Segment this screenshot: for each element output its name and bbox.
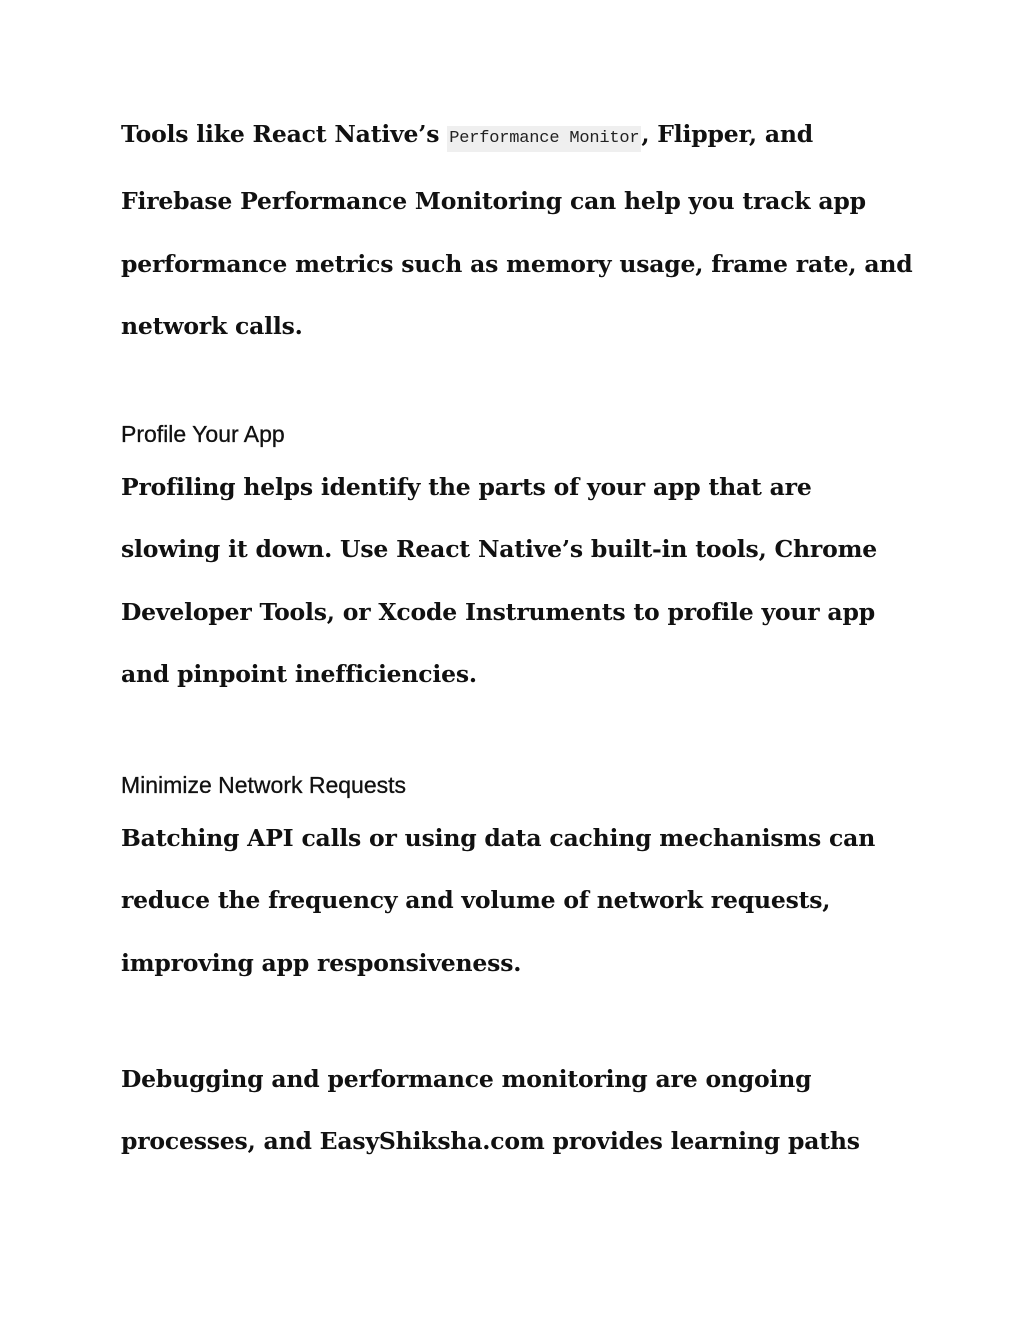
- paragraph-batching: [121, 807, 921, 994]
- paragraph-line: slowing it down. Use React Native’s built-in tools, Chrome: [121, 535, 877, 564]
- paragraph-line: reduce the frequency and volume of network requests,: [121, 886, 831, 915]
- paragraph-profiling: [121, 456, 921, 706]
- text-segment: Tools like React Native’s: [121, 120, 448, 148]
- text-segment: , Flipper, and: [641, 120, 814, 148]
- paragraph-line: performance metrics such as memory usage, frame rate, and: [121, 249, 913, 278]
- paragraph-line: network calls.: [121, 312, 303, 341]
- paragraph-line: improving app responsiveness.: [121, 948, 522, 977]
- paragraph-line: processes, and EasyShiksha.com provides learning paths: [121, 1127, 860, 1156]
- paragraph-line: and pinpoint inefficiencies.: [121, 660, 477, 689]
- paragraph-line: Batching API calls or using data caching mechanisms can: [121, 824, 876, 852]
- paragraph-debugging: [121, 1048, 921, 1173]
- section-heading-profile: Profile Your App: [121, 421, 285, 447]
- paragraph-line: Firebase Performance Monitoring can help you track app: [121, 187, 866, 216]
- paragraph-line: Developer Tools, or Xcode Instruments to profile your app: [121, 597, 875, 626]
- paragraph-line: Profiling helps identify the parts of your app that are: [121, 473, 812, 501]
- inline-code: Performance Monitor: [447, 126, 641, 152]
- paragraph-line: [121, 103, 921, 170]
- section-heading-network: Minimize Network Requests: [121, 772, 407, 798]
- paragraph-tools: [121, 103, 921, 358]
- paragraph-line: Debugging and performance monitoring are ongoing: [121, 1065, 812, 1093]
